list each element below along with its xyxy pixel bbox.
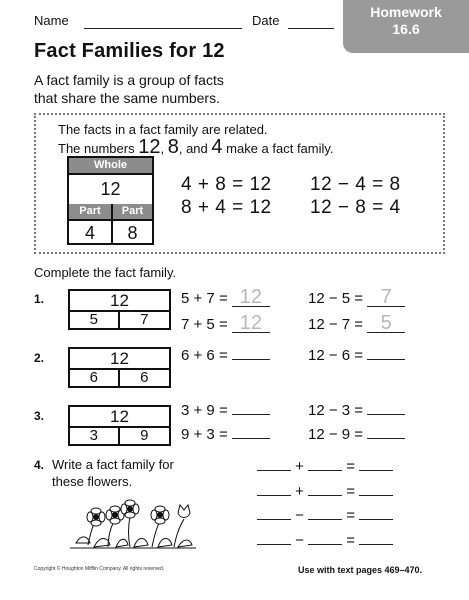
problem-2-left-1 — [181, 347, 270, 364]
problem-1-left-2 — [181, 314, 270, 333]
badge-title: Homework — [370, 4, 442, 20]
example-line-2-b: and — [186, 141, 208, 156]
equation-expr: 12 − 6 = — [308, 347, 364, 364]
problem-2-right-1 — [308, 347, 405, 364]
example-fact-4: 12 − 8 = 4 — [310, 197, 401, 218]
page-title: Fact Families for 12 — [34, 40, 225, 62]
equals-sign: = — [346, 458, 356, 475]
example-fact-2: 8 + 4 = 12 — [181, 197, 272, 218]
equation-expr: 9 + 3 = — [181, 426, 228, 443]
problem-3-left-1 — [181, 402, 270, 419]
answer-blank[interactable] — [257, 507, 291, 520]
answer-blank[interactable]: 12 — [232, 288, 270, 307]
problem-3-right-1 — [308, 402, 405, 419]
answer-blank[interactable] — [367, 402, 405, 415]
problem-part-1: 5 — [70, 310, 120, 329]
date-field[interactable] — [288, 28, 334, 29]
q4-row-1 — [257, 458, 393, 475]
intro-line-2: that share the same numbers. — [34, 90, 220, 106]
problem-1-right-1 — [308, 288, 405, 307]
answer-blank[interactable] — [308, 507, 342, 520]
answer-blank[interactable] — [232, 347, 270, 360]
answer-blank[interactable] — [257, 532, 291, 545]
example-number-2: 8 — [167, 136, 179, 158]
equation-expr: 7 + 5 = — [181, 316, 228, 333]
answer-blank[interactable] — [359, 532, 393, 545]
part-value-2: 8 — [113, 219, 152, 243]
example-line-2: The numbers 12, 8, and 4 make a fact family. — [58, 136, 334, 158]
answer-blank[interactable] — [308, 532, 342, 545]
q4-line-2: these flowers. — [52, 474, 133, 489]
problem-3-left-2 — [181, 426, 270, 443]
problem-part-2: 9 — [140, 426, 149, 444]
answer-blank[interactable] — [232, 402, 270, 415]
q4-row-3 — [257, 507, 393, 524]
operator: + — [295, 483, 304, 500]
equation-expr: 12 − 5 = — [308, 290, 364, 307]
equation-expr: 12 − 3 = — [308, 402, 364, 419]
answer-blank[interactable]: 7 — [367, 288, 405, 307]
q4-instruction — [52, 456, 174, 490]
equation-expr: 12 − 7 = — [308, 316, 364, 333]
answer-blank[interactable] — [359, 483, 393, 496]
problem-1-left-1 — [181, 288, 270, 307]
text-pages-note: Use with text pages 469–470. — [298, 565, 423, 575]
problem-part-1: 3 — [70, 426, 120, 445]
problem-whole: 12 — [70, 407, 169, 428]
equation-expr: 3 + 9 = — [181, 402, 228, 419]
example-whole-part-table — [67, 156, 154, 245]
flower-stem — [174, 519, 184, 547]
tulip-head — [178, 505, 190, 518]
answer-blank[interactable] — [308, 483, 342, 496]
problem-number: 3. — [34, 409, 45, 423]
flower-stem — [129, 517, 131, 547]
answer-blank[interactable] — [257, 483, 291, 496]
q4-row-4 — [257, 532, 393, 549]
example-line-2-a: The numbers — [58, 141, 135, 156]
answer-blank[interactable] — [359, 458, 393, 471]
answer-blank[interactable] — [257, 458, 291, 471]
instruction: Complete the fact family. — [34, 265, 177, 280]
example-line-1: The facts in a fact family are related. — [58, 122, 268, 137]
q4-row-2 — [257, 483, 393, 500]
answer-blank[interactable]: 5 — [367, 314, 405, 333]
whole-value: 12 — [69, 173, 152, 206]
part-header-2: Part — [113, 204, 152, 219]
equals-sign: = — [346, 483, 356, 500]
problem-number: 2. — [34, 351, 45, 365]
whole-header: Whole — [69, 158, 152, 173]
part-value-1: 4 — [69, 219, 113, 243]
problem-1-box — [68, 289, 171, 330]
operator: − — [295, 532, 304, 549]
operator: + — [295, 458, 304, 475]
copyright-notice: Copyright © Houghton Mifflin Company. All rights reserved. — [34, 566, 165, 572]
answer-blank[interactable] — [359, 507, 393, 520]
equation-expr: 6 + 6 = — [181, 347, 228, 364]
intro-text — [34, 71, 224, 107]
flower-stem — [152, 521, 160, 547]
problem-3-right-2 — [308, 426, 405, 443]
problem-part-1: 6 — [70, 368, 120, 387]
name-label: Name — [34, 13, 69, 28]
intro-line-1: A fact family is a group of facts — [34, 72, 224, 88]
answer-blank[interactable] — [367, 347, 405, 360]
answer-blank[interactable] — [232, 426, 270, 439]
problem-3-box — [68, 405, 171, 446]
example-line-2-c: make a fact family. — [226, 141, 334, 156]
equation-expr: 12 − 9 = — [308, 426, 364, 443]
example-fact-1: 4 + 8 = 12 — [181, 174, 272, 195]
q4-line-1: Write a fact family for — [52, 457, 174, 472]
problem-whole: 12 — [70, 349, 169, 370]
answer-blank[interactable] — [308, 458, 342, 471]
example-number-3: 4 — [211, 136, 223, 158]
flowers-illustration — [68, 493, 198, 551]
problem-number: 1. — [34, 292, 45, 306]
example-number-1: 12 — [138, 136, 161, 158]
problem-2-box — [68, 347, 171, 388]
equals-sign: = — [346, 507, 356, 524]
answer-blank[interactable] — [367, 426, 405, 439]
operator: − — [295, 507, 304, 524]
date-label: Date — [252, 13, 280, 28]
problem-1-right-2 — [308, 314, 405, 333]
equals-sign: = — [346, 532, 356, 549]
problem-number: 4. — [34, 458, 45, 472]
name-field[interactable] — [84, 28, 242, 29]
answer-blank[interactable]: 12 — [232, 314, 270, 333]
problem-whole: 12 — [70, 291, 169, 312]
homework-badge — [343, 0, 469, 53]
part-header-1: Part — [69, 204, 113, 219]
badge-number: 16.6 — [392, 21, 420, 37]
equation-expr: 5 + 7 = — [181, 290, 228, 307]
problem-part-2: 7 — [140, 310, 149, 328]
flower-head — [87, 508, 105, 526]
problem-part-2: 6 — [140, 368, 149, 386]
example-fact-3: 12 − 4 = 8 — [310, 174, 401, 195]
flower-head — [151, 506, 169, 524]
